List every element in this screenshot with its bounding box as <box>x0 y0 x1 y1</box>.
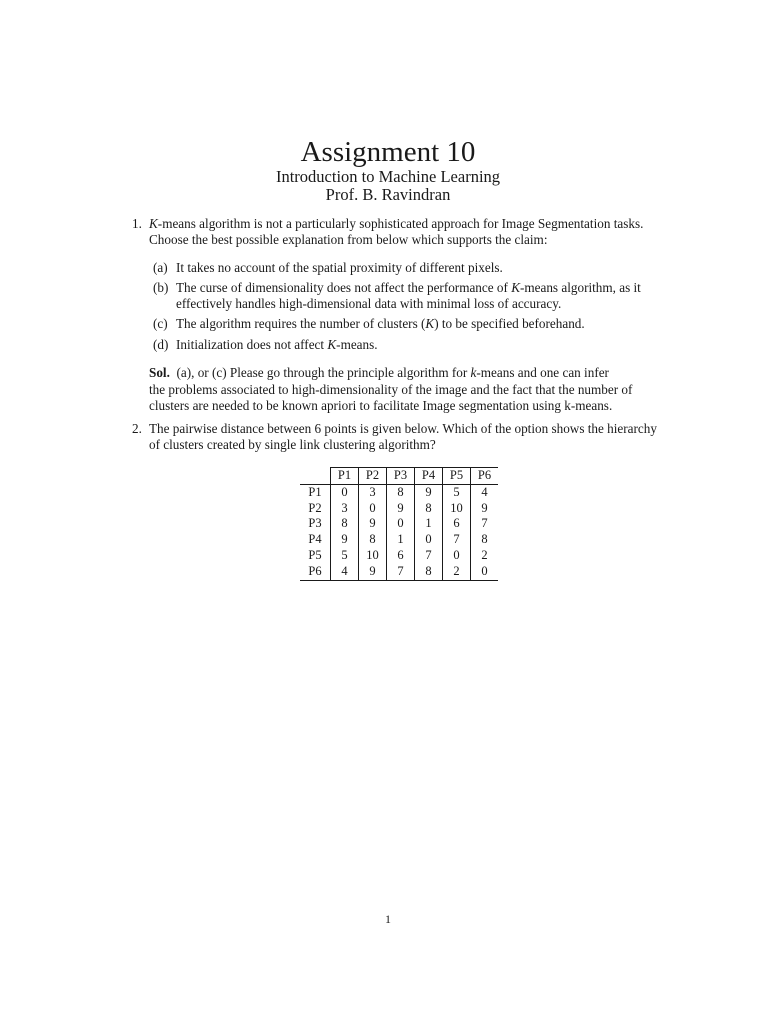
table-cell: 2 <box>443 564 471 580</box>
column-header: P6 <box>471 468 499 485</box>
instructor-name: Prof. B. Ravindran <box>325 185 451 204</box>
table-cell: 5 <box>331 548 359 564</box>
table-cell: 7 <box>443 532 471 548</box>
option-text: It takes no account of the spatial proximity of different pixels. <box>176 260 503 275</box>
option-label: (a) <box>153 260 168 275</box>
table-header-row <box>300 468 498 485</box>
table-cell: 9 <box>359 564 387 580</box>
math-k: K <box>149 216 158 231</box>
solution-line: the problems associated to high-dimensionality of the image and the fact that the number of <box>149 381 633 397</box>
option-text: Initialization does not affect K-means. <box>176 337 378 352</box>
table-cell: 7 <box>387 564 415 580</box>
table-cell: 4 <box>471 484 499 500</box>
solution-line: clusters are needed to be known apriori to facilitate Image segmentation using k-means. <box>149 398 613 413</box>
table-cell: 6 <box>443 516 471 532</box>
table-cell: 2 <box>471 548 499 564</box>
table-cell: 9 <box>415 484 443 500</box>
option-label: (b) <box>153 280 169 295</box>
table-cell: 9 <box>471 501 499 517</box>
table-cell: 0 <box>387 516 415 532</box>
table-cell: 9 <box>359 516 387 532</box>
table-cell: 5 <box>443 484 471 500</box>
table-cell: 3 <box>331 501 359 517</box>
row-header: P5 <box>308 547 322 562</box>
solution-line: Sol. (a), or (c) Please go through the principle algorithm for k-means and one can infer <box>149 365 609 380</box>
table-cell: 0 <box>331 484 359 500</box>
table-cell: 10 <box>443 501 471 517</box>
column-header: P1 <box>331 468 359 485</box>
solution <box>149 365 661 415</box>
table-row <box>300 548 498 564</box>
course-name: Introduction to Machine Learning <box>275 167 501 186</box>
row-header: P3 <box>308 516 322 531</box>
question-number: 2. <box>132 421 142 436</box>
table-row <box>300 532 498 548</box>
table-cell: 8 <box>359 532 387 548</box>
row-header: P1 <box>308 484 322 499</box>
question-text: of clusters created by single link clustering algorithm? <box>149 437 436 452</box>
question-text: Choose the best possible explanation from below which supports the claim: <box>149 232 548 247</box>
table-row <box>300 484 498 500</box>
option-label: (c) <box>153 316 168 331</box>
column-header: P4 <box>415 468 443 485</box>
table-cell: 1 <box>387 532 415 548</box>
table-cell: 9 <box>331 532 359 548</box>
question-text: The pairwise distance between 6 points is given below. Which of the option shows the hierarchy <box>149 421 657 436</box>
option-text: effectively handles high-dimensional data with minimal loss of accuracy. <box>176 296 562 311</box>
table-cell: 0 <box>471 564 499 580</box>
table-cell: 0 <box>443 548 471 564</box>
column-header: P3 <box>387 468 415 485</box>
option-text: The curse of dimensionality does not affect the performance of K-means algorithm, as it <box>176 280 641 295</box>
table-cell: 8 <box>415 501 443 517</box>
question-number: 1. <box>132 216 142 231</box>
row-header: P6 <box>300 564 331 580</box>
option-text: The algorithm requires the number of clusters (K) to be specified beforehand. <box>176 316 585 331</box>
table-cell: 6 <box>387 548 415 564</box>
table-cell: 9 <box>387 501 415 517</box>
column-header: P2 <box>359 468 387 485</box>
row-header: P2 <box>308 500 322 515</box>
table-row <box>300 564 498 580</box>
distance-matrix-table <box>300 467 498 581</box>
page-number: 1 <box>385 912 391 926</box>
table-cell: 3 <box>359 484 387 500</box>
table-cell: 8 <box>387 484 415 500</box>
table-cell: 0 <box>415 532 443 548</box>
table-cell: 8 <box>471 532 499 548</box>
table-cell: 8 <box>331 516 359 532</box>
document-title: Assignment 10 <box>300 136 476 168</box>
table-row <box>300 501 498 517</box>
table-cell: 1 <box>415 516 443 532</box>
table-cell: 10 <box>359 548 387 564</box>
question-line <box>149 216 661 233</box>
question-text: -means algorithm is not a particularly sophisticated approach for Image Segmentation tasks. <box>157 216 644 231</box>
option-label: (d) <box>153 337 169 352</box>
table-cell: 8 <box>415 564 443 580</box>
table-cell: 7 <box>415 548 443 564</box>
table-cell: 0 <box>359 501 387 517</box>
table-cell: 7 <box>471 516 499 532</box>
column-header: P5 <box>443 468 471 485</box>
row-header: P4 <box>308 532 322 547</box>
table-cell: 4 <box>331 564 359 580</box>
table-row <box>300 516 498 532</box>
corner-cell <box>300 468 331 485</box>
solution-label: Sol. <box>149 365 170 380</box>
